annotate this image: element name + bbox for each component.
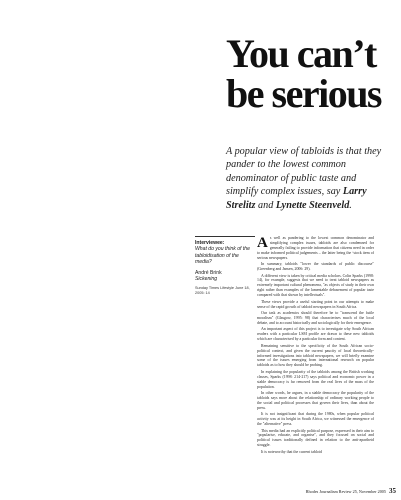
body-paragraph: It is noteworthy that the current tabloid	[261, 449, 322, 454]
standfirst-and: and	[255, 199, 276, 211]
sidebar-source: Sunday Times Lifestyle June 18, 2005: 14	[195, 286, 250, 296]
body-paragraph: As well as pandering to the lowest common denominator and simplifying complex issues, tabloids are also condemned for generally failing to provide information that citizens need in order to make informed political judgements – the latter being the ‘stock item of serious newspapers.	[257, 236, 374, 260]
body-paragraph: Our task as academics should therefore be to "transcend the futile moralism" (Glasgow, 1995: 98) that characterises much of the local debate, and to account historically and sociologically for their emergence.	[257, 311, 374, 325]
body-paragraph: Remaining sensitive to the specificity of the South African socio-political context, and given the current paucity of local theoretically-informed investigations into tabloid newspapers, we will briefly examine some of the issues emerging from international research on popular tabloids as to how they should be probing.	[257, 343, 374, 368]
author-name-2: Lynette Steenveld	[275, 199, 350, 211]
article-standfirst	[226, 145, 384, 212]
page-footer	[296, 487, 396, 495]
author-name-1: Larry Strelitz	[226, 186, 367, 211]
sidebar-question: What do you think of the tabloidisation of the media?	[195, 246, 250, 266]
body-paragraph: A different view is taken by critical media scholars. Colin Sparks (1998: 14), for example, suggests that we need to treat tabloid newspapers as extremely important cultural phenomena, "as objects of study in their own right rather than examples of the lamentable debasement of popular taste compared with that shown by intellectuals".	[257, 273, 374, 298]
standfirst-text: A popular view of tabloids is that they pander to the lowest common denominator of public taste and simplify complex issues, say	[226, 146, 382, 198]
interview-sidebar	[195, 236, 255, 296]
title-line-2: be serious	[226, 71, 381, 116]
standfirst-period: .	[349, 199, 352, 211]
body-paragraph: This media had an explicitly political purpose, expressed in their aim to "popularise, educate, and organise", and they focused on social and political issues traditionally defined in relation to the anti-apartheid struggle.	[257, 428, 374, 448]
title-line-1: You can’t	[226, 31, 376, 76]
sidebar-label: Interviewee:	[195, 240, 225, 246]
sidebar-author-answer: Sickening	[195, 276, 218, 283]
sidebar-author: André Brink	[195, 269, 222, 276]
drop-cap: A	[257, 236, 268, 251]
body-paragraph: In summary, tabloids "lower the standards of public discourse" (Greenberg and Jansen, 2006: 29).	[257, 262, 374, 272]
body-paragraph: In other words, he argues, in a stable democracy the popularity of the tabloids says more about the relationship of ordinary working people to the social and political processes that govern their lives, than about the press.	[257, 391, 374, 410]
page-number: 35	[389, 487, 396, 495]
article-body	[257, 236, 374, 466]
publication-name: Rhodes Journalism Review 25, November 2005	[305, 489, 386, 494]
body-paragraph: These views provide a useful starting point in our attempts to make sense of the rapid growth of tabloid newspapers in South Africa.	[257, 299, 374, 309]
body-paragraph: It is not insignificant that during the 1980s, when popular political activity was at its height in South Africa, we witnessed the emergence of the "alternative" press.	[257, 412, 374, 427]
article-title	[226, 31, 396, 116]
body-paragraph: In explaining the popularity of the tabloids among the British working classes, Sparks (1998: 214-217) says political and economic power in a stable democracy is far removed from the real lives of the mass of the population.	[257, 369, 374, 389]
body-paragraph: An important aspect of this project is to investigate why South African readers with a particular LSM profile are drawn to these new tabloids which are characterised by a particular form and content.	[257, 327, 374, 342]
